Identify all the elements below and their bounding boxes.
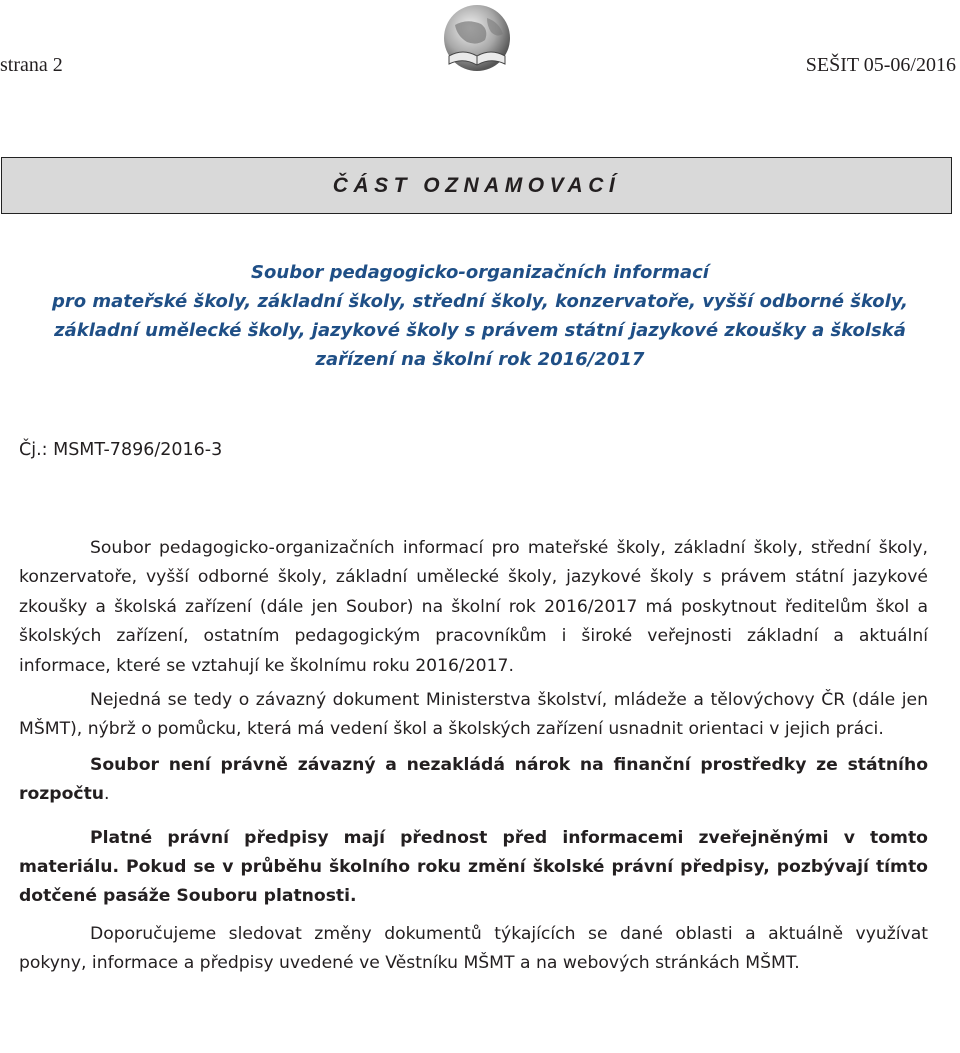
document-title-line: Soubor pedagogicko-organizačních informací: [251, 262, 709, 283]
reference-number: Čj.: MSMT-7896/2016-3: [19, 440, 223, 460]
globe-book-icon: [437, 0, 517, 80]
paragraph: Doporučujeme sledovat změny dokumentů týkajících se dané oblasti a aktuálně využívat pokyny, informace a předpisy uvedené ve Věstníku MŠMT a na webových stránkách MŠMT.: [19, 923, 928, 974]
page-number: strana 2: [0, 54, 63, 76]
section-title: ČÁST OZNAMOVACÍ: [332, 173, 621, 197]
document-title-line: zařízení na školní rok 2016/2017: [315, 349, 645, 370]
section-banner: [1, 157, 952, 214]
paragraph: Soubor pedagogicko-organizačních informací pro mateřské školy, základní školy, střední školy, konzervatoře, vyšší odborné školy, základní umělecké školy, jazykové školy s právem státní jazykové zkoušky a školská zařízení (dále jen Soubor) na školní rok 2016/2017 má poskytnout ředitelům škol a školských zařízení, ostatním pedagogickým pracovníkům i široké veřejnosti základní a aktuální informace, které se vztahují ke školnímu roku 2016/2017.: [19, 538, 928, 676]
bold-text: Soubor není právně závazný a nezakládá nárok na finanční prostředky ze státního rozpočtu: [19, 754, 928, 805]
paragraph: Nejedná se tedy o závazný dokument Ministerstva školství, mládeže a tělovýchovy ČR (dále jen MŠMT), nýbrž o pomůcku, která má vedení škol a školských zařízení usnadnit orientaci v jejich práci.: [19, 690, 928, 740]
paragraph: Platné právní předpisy mají přednost před informacemi zveřejněnými v tomto materiálu. Pokud se v průběhu školního roku změní školské právní předpisy, pozbývají tímto dotčené pasáže Souboru platnosti.: [19, 827, 928, 907]
document-title-line: základní umělecké školy, jazykové školy s právem státní jazykové zkoušky a školská: [54, 320, 906, 341]
paragraph-end: .: [104, 784, 110, 805]
document-title-line: pro mateřské školy, základní školy, střední školy, konzervatoře, vyšší odborné školy,: [51, 291, 908, 312]
document-title: [0, 258, 960, 374]
document-body: [19, 534, 928, 979]
paragraph: [19, 751, 928, 810]
issue-label: SEŠIT 05-06/2016: [805, 54, 956, 76]
